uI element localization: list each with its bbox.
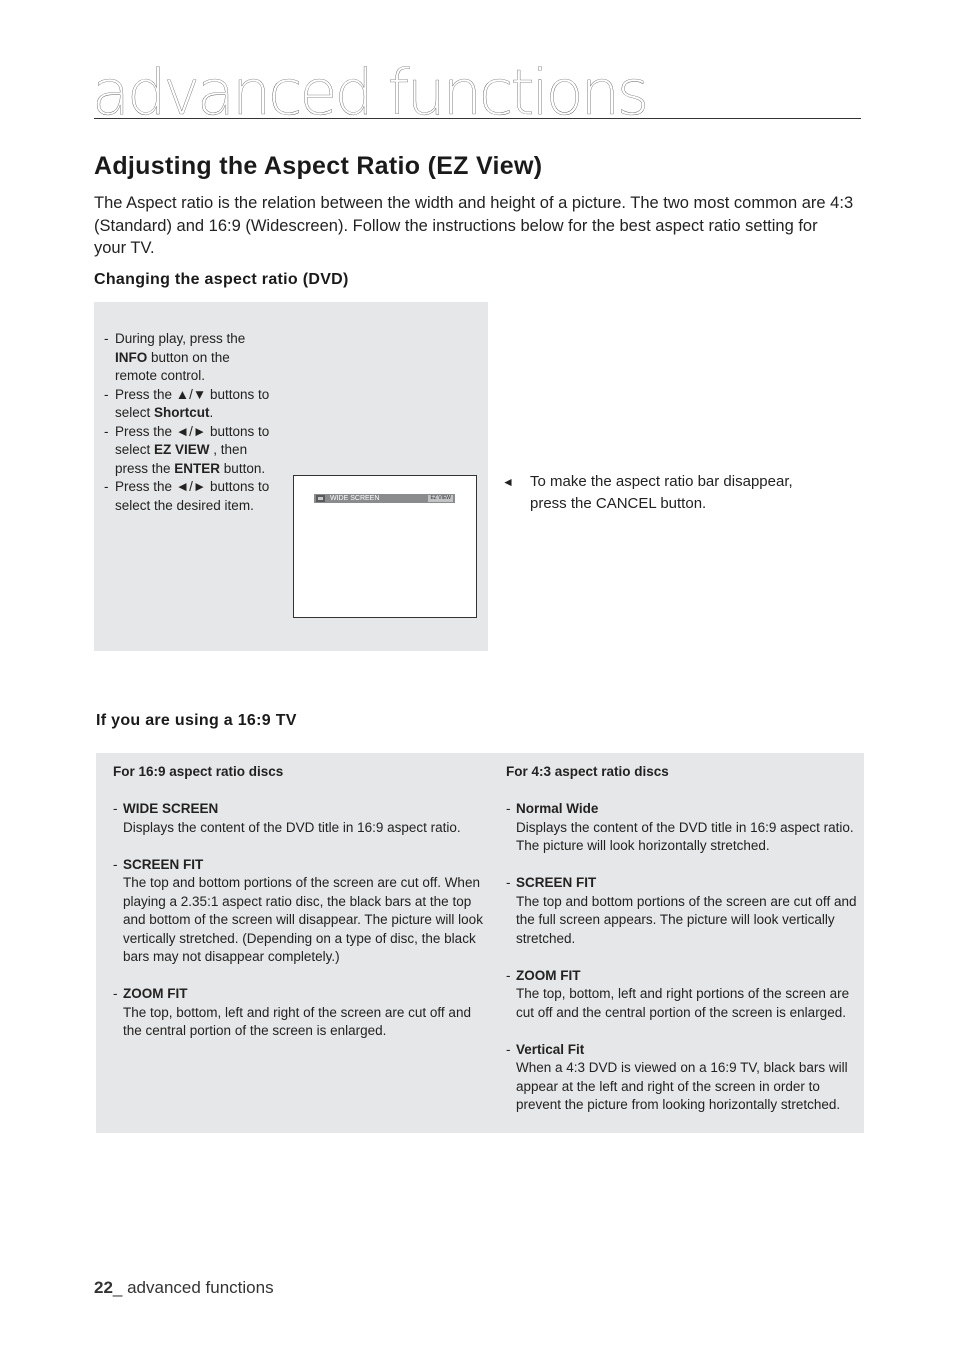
option-desc: The top, bottom, left and right of the screen are cut off and the central portion of the screen is enlarged.: [123, 1004, 471, 1038]
option-item: - Normal Wide Displays the content of the DVD title in 16:9 aspect ratio. The picture will look horizontally stretched.: [506, 800, 858, 856]
option-desc: Displays the content of the DVD title in 16:9 aspect ratio.: [123, 819, 461, 835]
option-title: ZOOM FIT: [516, 967, 581, 983]
option-item: - ZOOM FIT The top, bottom, left and right of the screen are cut off and the central portion of the screen is enlarged.: [113, 985, 483, 1041]
tv-screen-illustration: [293, 475, 477, 618]
section-title: Adjusting the Aspect Ratio (EZ View): [94, 152, 543, 180]
screen-mode-label: WIDE SCREEN: [330, 495, 380, 502]
option-title: SCREEN FIT: [516, 875, 597, 890]
aspect-ratio-bar: [314, 494, 455, 503]
option-title: SCREEN FIT: [123, 856, 204, 872]
col-heading: For 4:3 aspect ratio discs: [506, 764, 669, 779]
footer-label: _ advanced functions: [112, 1278, 274, 1297]
option-title: ZOOM FIT: [123, 986, 188, 1001]
aspect-options-table: [96, 753, 864, 1133]
cancel-note-text: To make the aspect ratio bar disappear, press the CANCEL button.: [530, 473, 793, 512]
option-desc: The top and bottom portions of the screen are cut off. When playing a 2.35:1 aspect ratio disc, the black bars at the top and bottom of the screen will disappear. The picture will look vertically stretched. (Depending on a type of disc, the black bars may not disappear completely.): [123, 875, 483, 964]
screen-icon: [316, 495, 325, 502]
step-item: - During play, press the INFO button on the remote control.: [104, 330, 274, 386]
page-header: [92, 56, 861, 129]
option-item: - SCREEN FIT The top and bottom portions of the screen are cut off. When playing a 2.35:1 aspect ratio disc, the black bars at the top and bottom of the screen will disappear. The picture will look vertically stretched. (Depending on a type of disc, the black bars may not disappear completely.): [113, 856, 483, 967]
option-title: WIDE SCREEN: [123, 801, 219, 816]
option-desc: The top, bottom, left and right portions of the screen are cut off and the central portion of the screen is enlarged.: [516, 986, 850, 1020]
step-item: - Press the ▲/▼ buttons to select Shortcut.: [104, 386, 274, 423]
col-43-discs: [506, 763, 858, 1133]
option-item: - Vertical Fit When a 4:3 DVD is viewed on a 16:9 TV, black bars will appear at the left and right of the screen in order to prevent the picture from looking horizontally stretched.: [506, 1041, 858, 1115]
step-item: - Press the ◄/► buttons to select EZ VIEW , then press the ENTER button.: [104, 423, 274, 479]
option-desc: The top and bottom portions of the screen are cut off and the full screen appears. The picture will look vertically stretched.: [516, 893, 857, 946]
dvd-heading: Changing the aspect ratio (DVD): [94, 271, 349, 288]
option-item: - SCREEN FIT The top and bottom portions of the screen are cut off and the full screen appears. The picture will look vertically stretched.: [506, 874, 858, 948]
left-arrow-icon: ◄: [502, 475, 514, 489]
tv169-heading: If you are using a 16:9 TV: [96, 712, 297, 729]
page-header-title: advanced functions: [92, 56, 647, 129]
intro-paragraph: The Aspect ratio is the relation between the width and height of a picture. The two most common are 4:3 (Standard) and 16:9 (Widescreen). Follow the instructions below for the best aspect ratio setting for your TV.: [94, 194, 854, 257]
step-item: - Press the ◄/► buttons to select the desired item.: [104, 478, 274, 515]
page-footer: [94, 1278, 274, 1298]
option-desc: When a 4:3 DVD is viewed on a 16:9 TV, black bars will appear at the left and right of the screen in order to prevent the picture from looking horizontally stretched.: [516, 1060, 848, 1112]
steps-panel: [94, 302, 488, 651]
option-item: - ZOOM FIT The top, bottom, left and right portions of the screen are cut off and the central portion of the screen is enlarged.: [506, 967, 858, 1023]
option-title: Vertical Fit: [516, 1041, 585, 1057]
steps-list: [104, 330, 274, 515]
option-title: Normal Wide: [516, 801, 599, 816]
col-heading: For 16:9 aspect ratio discs: [113, 764, 284, 779]
page-number: 22: [94, 1278, 113, 1297]
ez-view-tag: EZ VIEW: [430, 495, 451, 501]
col-169-discs: [113, 763, 483, 1059]
option-desc: Displays the content of the DVD title in 16:9 aspect ratio. The picture will look horizontally stretched.: [516, 819, 854, 853]
option-item: - WIDE SCREEN Displays the content of the DVD title in 16:9 aspect ratio.: [113, 800, 483, 837]
